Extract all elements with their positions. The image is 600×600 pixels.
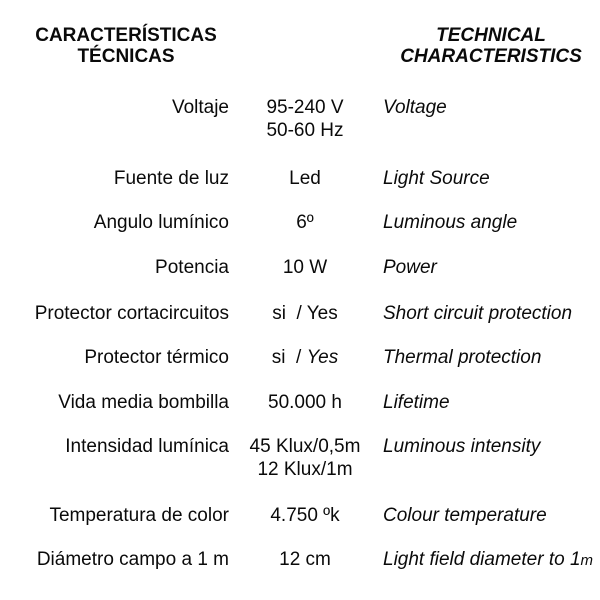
spec-label-en-unit: m	[580, 552, 594, 569]
spec-label-es: Voltaje	[171, 97, 229, 118]
spec-label-en: Power	[383, 257, 437, 278]
spec-value-line2: 50-60 Hz	[266, 120, 344, 141]
spec-row-luminous-angle	[0, 211, 600, 257]
spec-row-light-field-diameter	[0, 548, 600, 594]
spec-value	[235, 435, 375, 481]
spec-label-en	[383, 548, 593, 572]
spec-value: 50.000 h	[268, 392, 342, 413]
spec-value: 4.750 ºk	[270, 505, 340, 526]
header-es-line1: CARACTERÍSTICAS	[35, 25, 217, 46]
header-spanish	[20, 25, 232, 67]
spec-value-line1: 95-240 V	[266, 97, 344, 118]
spec-row-voltage	[0, 96, 600, 142]
spec-label-es: Protector térmico	[84, 347, 229, 368]
header-english	[388, 25, 594, 67]
spec-label-en: Short circuit protection	[383, 303, 573, 324]
spec-value-line2: 12 Klux/1m	[257, 459, 353, 480]
spec-value: si / Yes	[272, 303, 338, 324]
spec-value-main: si /	[271, 347, 307, 368]
spec-value	[235, 96, 375, 142]
spec-label-en-text: Light field diameter to 1	[383, 549, 581, 570]
spec-label-es: Angulo lumínico	[93, 212, 229, 233]
spec-label-es: Diámetro campo a 1 m	[36, 549, 229, 570]
spec-row-lifetime	[0, 391, 600, 437]
spec-value	[235, 346, 375, 369]
spec-label-en: Lifetime	[383, 392, 450, 413]
header-en-line2: CHARACTERISTICS	[400, 46, 582, 67]
spec-label-es: Protector cortacircuitos	[34, 303, 229, 324]
spec-label-es: Potencia	[155, 257, 229, 278]
spec-label-es: Temperatura de color	[49, 505, 229, 526]
spec-label-es: Fuente de luz	[113, 168, 229, 189]
spec-label-en: Light Source	[383, 168, 490, 189]
spec-label-es: Vida media bombilla	[58, 392, 229, 413]
spec-row-thermal	[0, 346, 600, 392]
spec-value-italic: Yes	[306, 347, 339, 368]
spec-label-en: Luminous angle	[383, 212, 518, 233]
spec-value: Led	[289, 168, 321, 189]
spec-row-luminous-intensity	[0, 435, 600, 481]
header-es-line2: TÉCNICAS	[77, 46, 175, 67]
spec-label-es: Intensidad lumínica	[65, 436, 229, 457]
spec-value-line1: 45 Klux/0,5m	[249, 436, 361, 457]
spec-label-en: Thermal protection	[383, 347, 542, 368]
spec-value: 12 cm	[279, 549, 331, 570]
spec-value: 10 W	[282, 257, 328, 278]
spec-label-en: Colour temperature	[383, 505, 547, 526]
spec-label-en: Luminous intensity	[383, 436, 541, 457]
spec-row-light-source	[0, 167, 600, 213]
header-en-line1: TECHNICAL	[436, 25, 546, 46]
spec-row-colour-temperature	[0, 504, 600, 550]
spec-row-short-circuit	[0, 302, 600, 348]
spec-row-power	[0, 256, 600, 302]
spec-label-en: Voltage	[383, 97, 447, 118]
spec-value: 6º	[296, 212, 314, 233]
